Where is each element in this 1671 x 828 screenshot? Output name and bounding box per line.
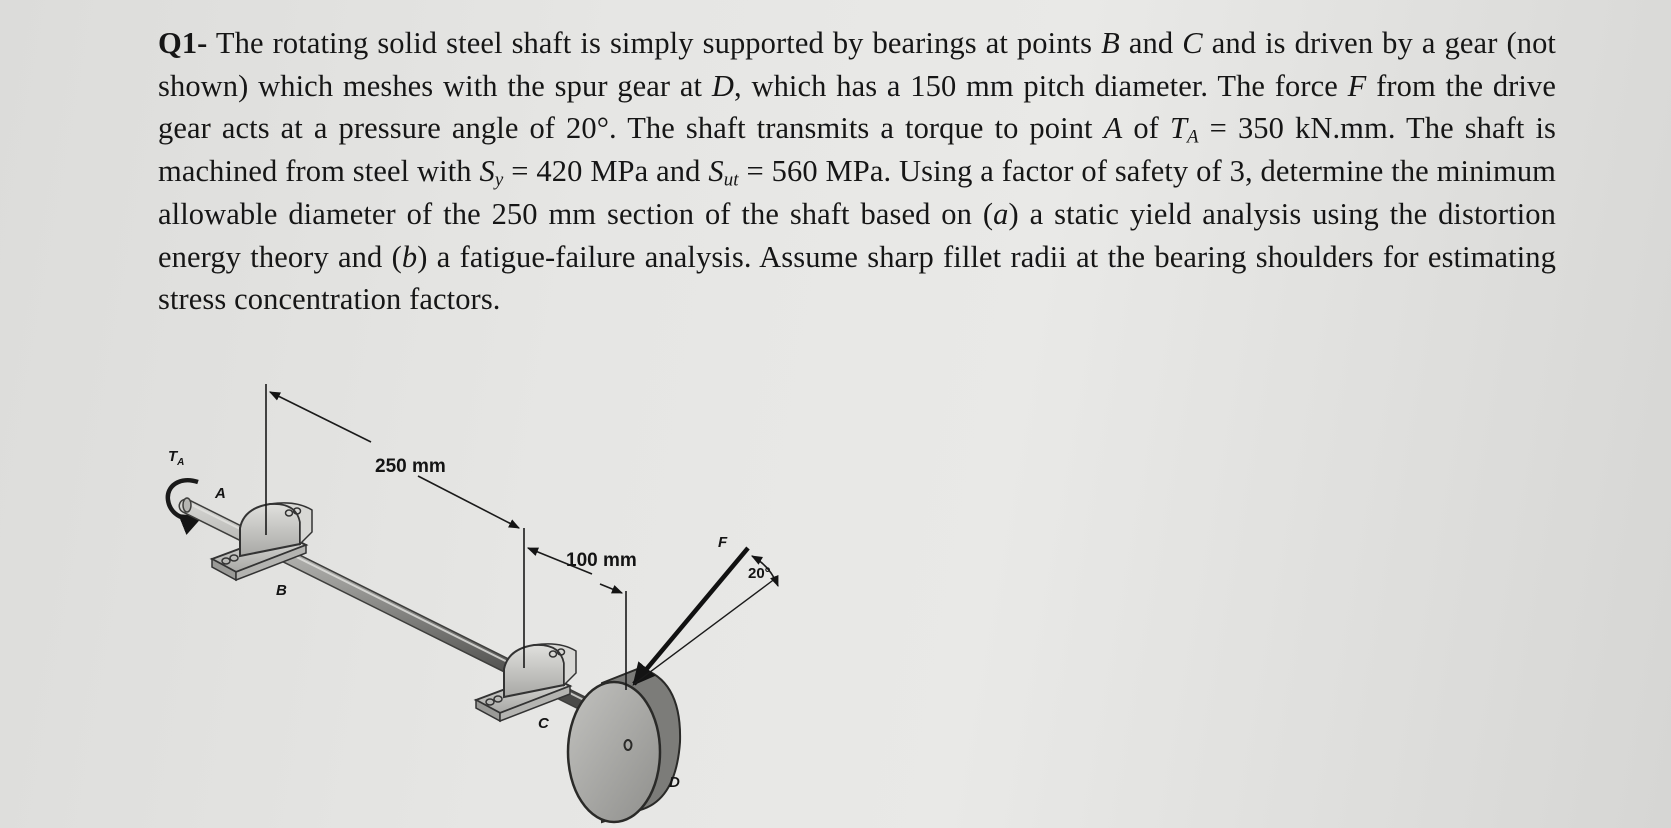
point-c-label: C xyxy=(538,715,549,732)
point-a-label: A xyxy=(215,485,226,502)
torque-label: $T_A$ xyxy=(168,448,185,468)
point-b-label: B xyxy=(276,582,287,599)
point-d-label: D xyxy=(669,774,680,791)
pressure-angle-label: 20° xyxy=(748,565,771,582)
force-f-label: F xyxy=(718,534,728,551)
question-number: Q1- xyxy=(158,26,208,60)
dimension-100-label: 100 mm xyxy=(566,550,637,571)
dimension-250-label: 250 mm xyxy=(375,456,446,477)
question-text: Q1- The rotating solid steel shaft is simply supported by bearings at points B and C and is driven by a gear (not shown) which meshes with the spur gear at D, which has a 150 mm pitch diameter. The force F from the drive gear acts at a pressure angle of 20°. The shaft transmits a torque to point A of $T_A = 350$ kN.mm. The shaft is machined from steel with $S_y = 420$ MPa and $S_{ut} = 560$ MPa. Using a factor of safety of 3, determine the minimum allowable diameter of the 250 mm section of the shaft based on (a) a static yield analysis using the distortion energy theory and (b) a fatigue-failure analysis. Assume sharp fillet radii at the bearing shoulders for estimating stress concentration factors. xyxy=(158,26,1557,317)
spur-gear-d xyxy=(568,668,680,822)
